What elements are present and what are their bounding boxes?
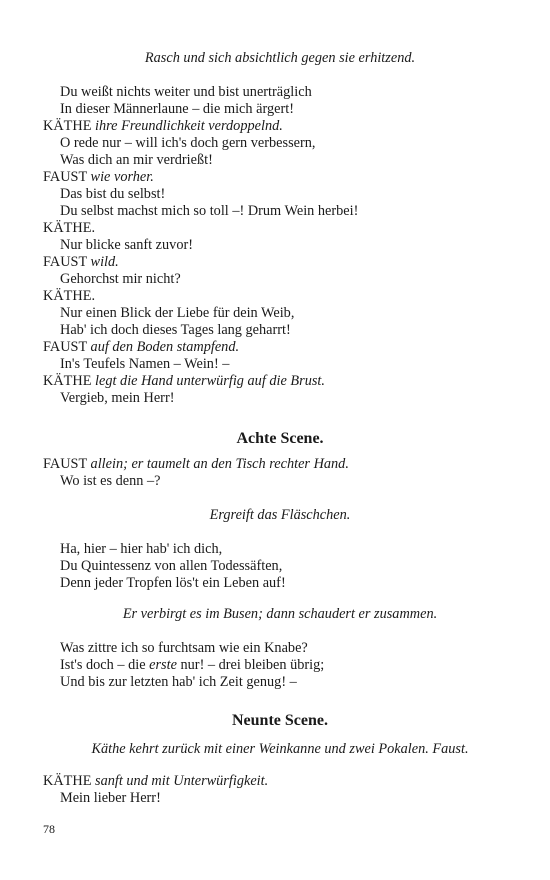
verse-line: Wo ist es denn –?	[60, 473, 161, 489]
speaker-line	[43, 254, 510, 271]
speaker-line	[43, 169, 510, 186]
speaker-name: FAUST	[43, 254, 87, 270]
verse-line	[43, 657, 510, 674]
verse-line: In's Teufels Namen – Wein! –	[60, 356, 230, 372]
emphasis: erste	[149, 657, 177, 673]
verse-line: Vergieb, mein Herr!	[60, 390, 175, 406]
page-number: 78	[43, 822, 55, 836]
verse-line: Du Quintessenz von allen Todessäften,	[60, 558, 283, 574]
speaker-name: KÄTHE.	[43, 288, 96, 304]
speaker-line	[43, 373, 510, 390]
stage-direction: auf den Boden stampfend.	[90, 339, 240, 355]
verse-line: Das bist du selbst!	[60, 186, 166, 202]
stage-direction: wie vorher.	[90, 169, 154, 185]
stage-direction: Ergreift das Fläschchen.	[209, 507, 351, 523]
speaker-name: FAUST	[43, 169, 87, 185]
stage-direction: legt die Hand unterwürfig auf die Brust.	[95, 373, 325, 389]
verse-line: Du weißt nichts weiter und bist unerträglich	[60, 84, 312, 100]
speaker-name: FAUST	[43, 339, 87, 355]
stage-direction: Er verbirgt es im Busen; dann schaudert er zusammen.	[122, 606, 438, 622]
verse-line: Du selbst machst mich so toll –! Drum Wein herbei!	[60, 203, 359, 219]
verse-line: Nur einen Blick der Liebe für dein Weib,	[60, 305, 295, 321]
verse-line: Ha, hier – hier hab' ich dich,	[60, 541, 223, 557]
verse-line: Hab' ich doch dieses Tages lang geharrt!	[60, 322, 291, 338]
verse-text: nur! – drei bleiben übrig;	[176, 657, 325, 673]
verse-line: Mein lieber Herr!	[60, 790, 161, 806]
stage-direction: allein; er taumelt an den Tisch rechter Hand.	[90, 456, 349, 472]
verse-line: O rede nur – will ich's doch gern verbessern,	[60, 135, 316, 151]
verse-line: Nur blicke sanft zuvor!	[60, 237, 193, 253]
verse-line: Denn jeder Tropfen lös't ein Leben auf!	[60, 575, 286, 591]
scene-heading: Achte Scene.	[236, 430, 324, 447]
verse-line: In dieser Männerlaune – die mich ärgert!	[60, 101, 294, 117]
speaker-line	[43, 773, 510, 790]
speaker-line	[43, 456, 510, 473]
verse-line: Was dich an mir verdrießt!	[60, 152, 213, 168]
stage-direction: Käthe kehrt zurück mit einer Weinkanne und zwei Pokalen. Faust.	[91, 741, 469, 757]
scene-heading: Neunte Scene.	[232, 712, 328, 729]
verse-line: Und bis zur letzten hab' ich Zeit genug! –	[60, 674, 297, 690]
speaker-name: KÄTHE	[43, 373, 92, 389]
stage-direction: sanft und mit Unterwürfigkeit.	[95, 773, 269, 789]
verse-line: Was zittre ich so furchtsam wie ein Knabe?	[60, 640, 308, 656]
stage-direction: wild.	[90, 254, 119, 270]
speaker-name: FAUST	[43, 456, 87, 472]
speaker-line	[43, 339, 510, 356]
speaker-name: KÄTHE	[43, 118, 92, 134]
speaker-line	[43, 118, 510, 135]
verse-text: Ist's doch – die	[60, 657, 150, 673]
stage-direction: Rasch und sich absichtlich gegen sie erhitzend.	[144, 50, 416, 66]
verse-line: Gehorchst mir nicht?	[60, 271, 181, 287]
speaker-name: KÄTHE	[43, 773, 92, 789]
stage-direction: ihre Freundlichkeit verdoppelnd.	[95, 118, 283, 134]
speaker-name: KÄTHE.	[43, 220, 96, 236]
